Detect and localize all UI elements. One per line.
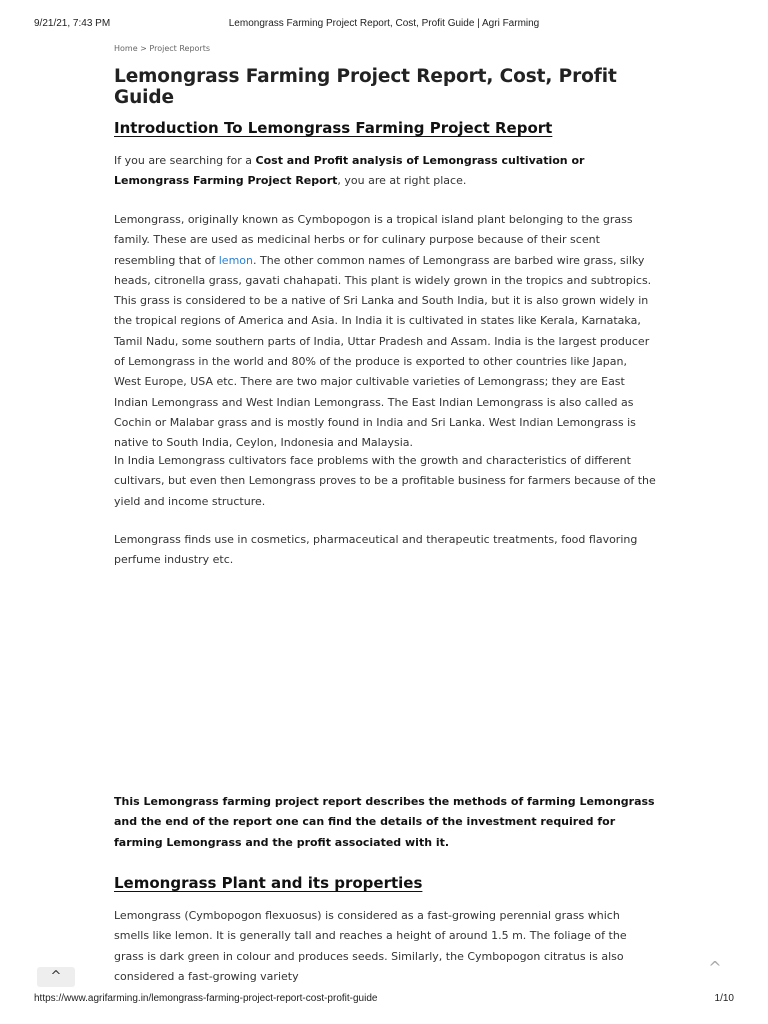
intro-heading: Introduction To Lemongrass Farming Project Report xyxy=(114,119,553,137)
breadcrumb-project-reports-link[interactable]: Project Reports xyxy=(149,44,211,53)
print-datetime: 9/21/21, 7:43 PM xyxy=(34,18,111,29)
cultivation-paragraph: In India Lemongrass cultivators face problems with the growth and characteristics of different cultivars, but even then Lemongrass proves to be a profitable business for farmers because of the yield and income structure. xyxy=(114,454,656,508)
description-text-before: Lemongrass, originally known as Cymbopogon is a tropical island plant belonging to the grass family. These are used as medicinal herbs or for culinary purpose because of their scent resembling that of xyxy=(114,213,633,267)
description-text-after: . The other common names of Lemongrass are barbed wire grass, silky heads, citronella grass, gavati chahapati. This plant is widely grown in the tropics and subtropics. This grass is considered to be a native of Sri Lanka and South India, but it is also grown widely in the tropical regions of America and Asia. In India it is cultivated in states like Kerala, Karnataka, Tamil Nadu, some southern parts of India, Uttar Pradesh and Assam. India is the largest producer of Lemongrass in the world and 80% of the produce is exported to other countries like Japan, West Europe, USA etc. There are two major cultivable varieties of Lemongrass; they are East Indian Lemongrass and West Indian Lemongrass. The East Indian Lemongrass is also called as Cochin or Malabar grass and is mostly found in India and Sri Lanka. West Indian Lemongrass is native to South India, Ceylon, Indonesia and Malaysia. xyxy=(114,253,652,450)
intro-text-after: , you are at right place. xyxy=(337,174,467,188)
uses-paragraph: Lemongrass finds use in cosmetics, pharmaceutical and therapeutic treatments, food flavoring perfume industry etc. xyxy=(114,533,638,567)
print-header xyxy=(0,18,768,32)
print-footer xyxy=(0,993,768,1007)
intro-text-before: If you are searching for a xyxy=(114,154,256,167)
breadcrumb-separator: > xyxy=(140,44,147,53)
print-url: https://www.agrifarming.in/lemongrass-farming-project-report-cost-profit-guide xyxy=(34,993,378,1004)
lemongrass-description-paragraph xyxy=(114,210,656,454)
plant-properties-paragraph: Lemongrass (Cymbopogon flexuosus) is considered as a fast-growing perennial grass which smells like lemon. It is generally tall and reaches a height of around 1.5 m. The foliage of the grass is dark green in colour and produces seeds. Similarly, the Cymbopogon citratus is also considered a fast-growing variety xyxy=(114,909,627,983)
breadcrumb-home-link[interactable]: Home xyxy=(114,44,138,53)
report-summary-paragraph xyxy=(114,792,656,853)
report-summary-bold: This Lemongrass farming project report describes the methods of farming Lemongrass and the end of the report one can find the details of the investment required for farming Lemongrass and the profit associated with it. xyxy=(114,795,655,849)
chevron-up-icon: ^ xyxy=(50,969,62,984)
breadcrumb xyxy=(114,44,210,53)
intro-bold-text: Cost and Profit analysis of Lemongrass cultivation or Lemongrass Farming Project Report xyxy=(114,154,585,188)
scroll-up-button[interactable] xyxy=(37,967,75,987)
back-to-top-button[interactable] xyxy=(703,956,727,980)
print-document-title: Lemongrass Farming Project Report, Cost, Profit Guide | Agri Farming xyxy=(228,18,540,29)
intro-paragraph xyxy=(114,151,656,192)
chevron-up-icon: ^ xyxy=(708,958,722,977)
plant-properties-heading: Lemongrass Plant and its properties xyxy=(114,874,423,892)
lemon-link[interactable]: lemon xyxy=(218,253,253,267)
print-page-number: 1/10 xyxy=(714,993,734,1004)
page-title: Lemongrass Farming Project Report, Cost, Profit Guide xyxy=(114,66,617,108)
